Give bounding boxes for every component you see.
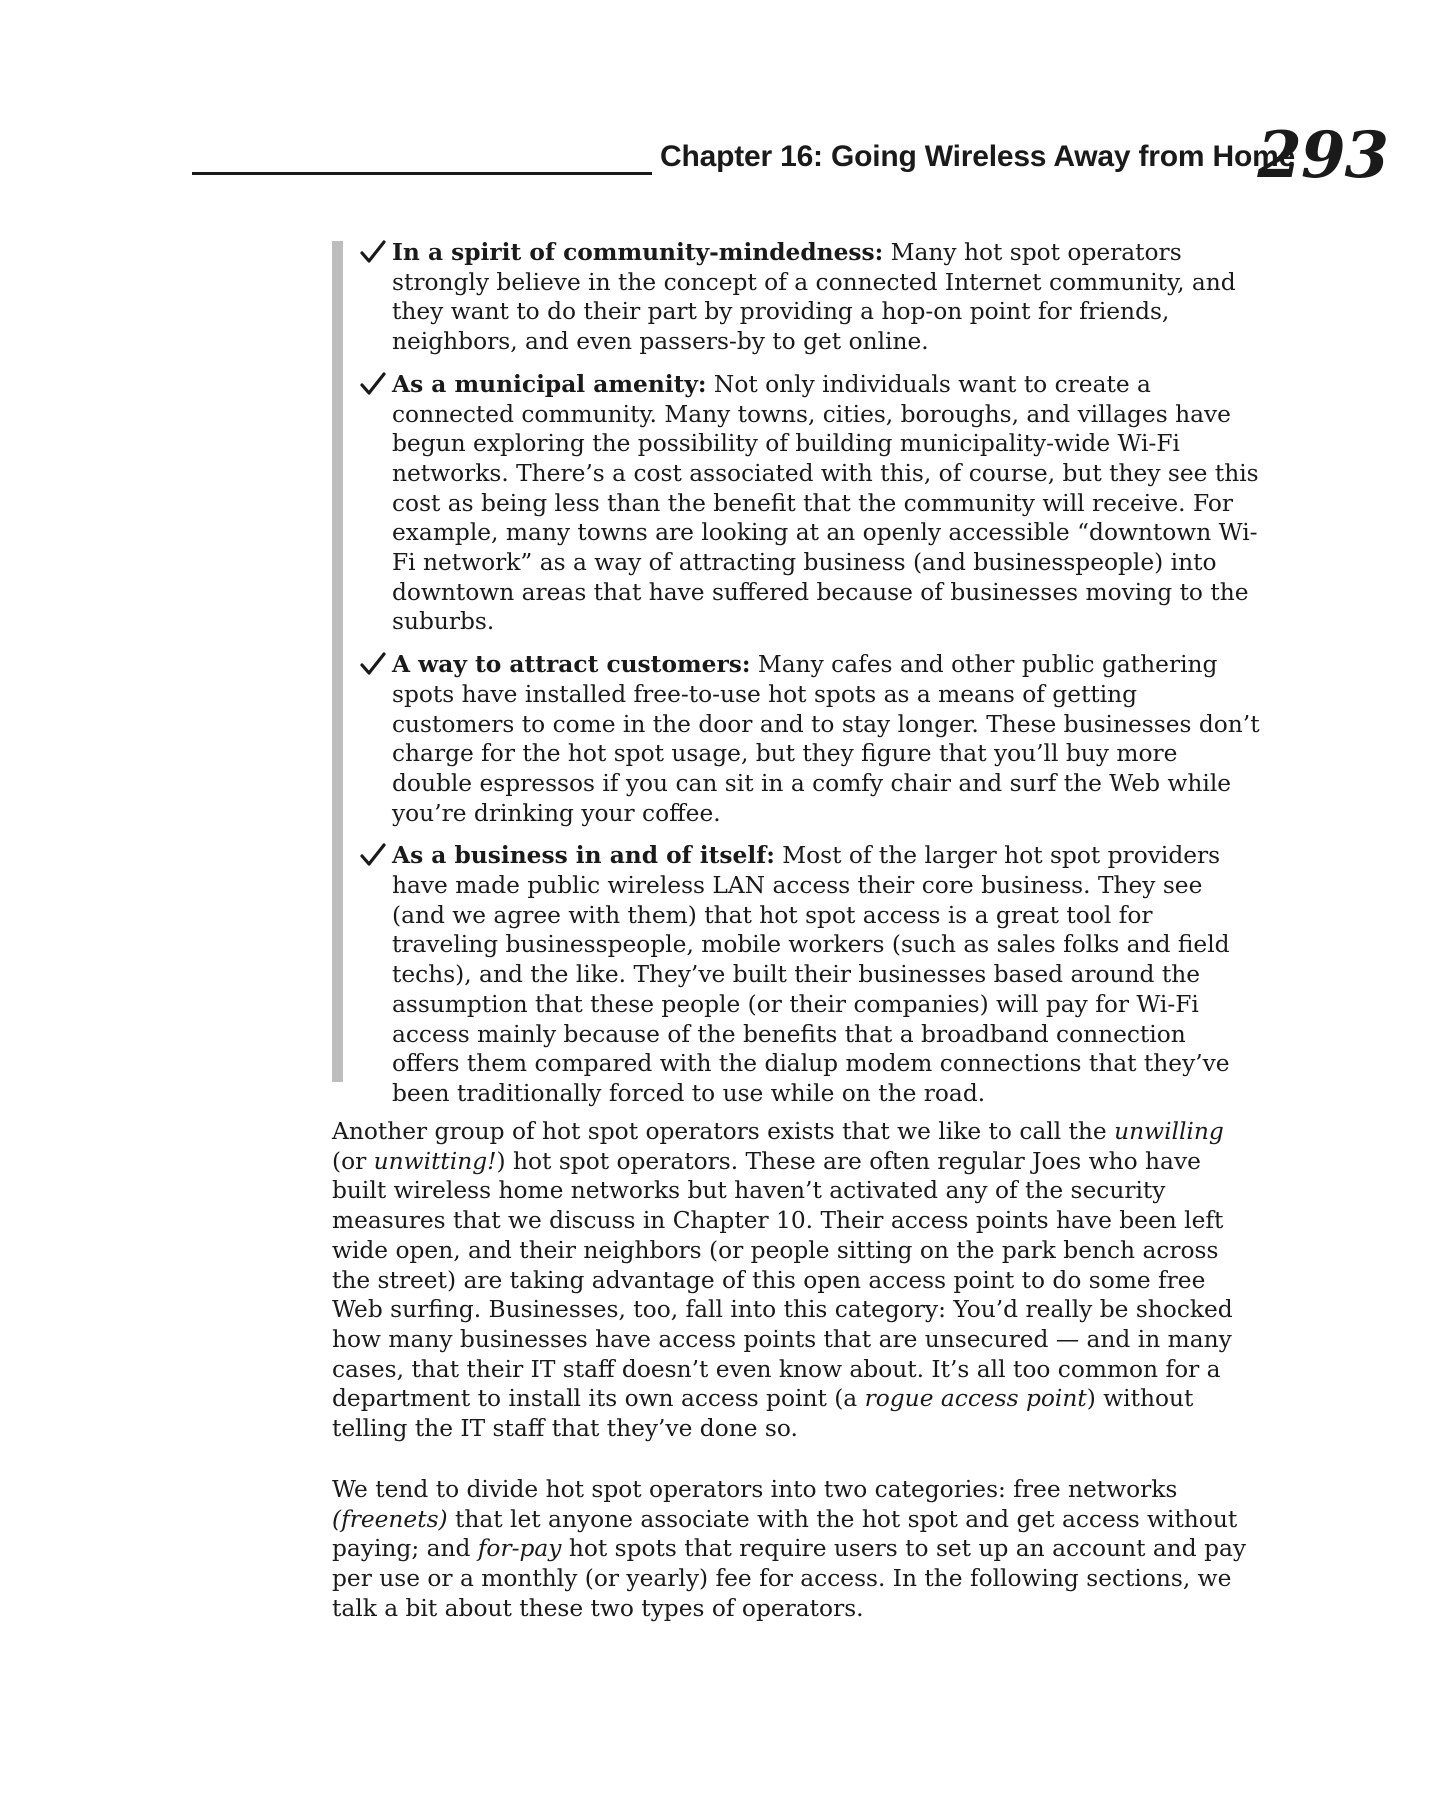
checkmark-icon (360, 370, 386, 396)
list-item (360, 238, 1260, 357)
list-item (360, 370, 1260, 637)
italic-term: rogue access point (864, 1385, 1087, 1413)
bullet-lead: As a municipal amenity: (392, 370, 707, 398)
italic-term: (freenets) (332, 1505, 448, 1533)
checkmark-icon (360, 841, 386, 867)
bullet-text: Most of the larger hot spot providers have made public wireless LAN access their core business. They see (and we agree with them) that hot spot access is a great tool for traveling businesspeople, mobile workers (such as sales folks and field techs), and the like. They’ve built their businesses based around the assumption that these people (or their companies) will pay for Wi-Fi access mainly because of the benefits that a broadband connection offers them compared with the dialup modem connections that they’ve been traditionally forced to use while on the road. (392, 842, 1230, 1107)
text-run: ) without telling the IT staff that they’ve done so. (332, 1385, 1194, 1443)
italic-term: unwilling (1114, 1118, 1224, 1145)
bullet-lead: In a spirit of community-mindedness: (392, 239, 884, 266)
text-run: that let anyone associate with the hot spot and get access without paying; and (332, 1505, 1238, 1563)
body-paragraph-operator-categories (332, 1475, 1262, 1624)
italic-term: for-pay (477, 1535, 562, 1563)
list-sidebar-bar (332, 241, 343, 1082)
bullet-text: Many hot spot operators strongly believe in the concept of a connected Internet community, and they want to do their part by providing a hop-on point for friends, neighbors, and even passers-by to get online. (392, 239, 1236, 356)
page-number: 293 (1257, 118, 1388, 193)
checkmark-icon (360, 238, 386, 264)
chapter-title: Chapter 16: Going Wireless Away from Home (660, 140, 1296, 173)
bullet-lead: A way to attract customers: (392, 651, 751, 679)
bullet-list (360, 238, 1260, 1122)
checkmark-icon (360, 650, 386, 676)
header-rule (192, 172, 652, 175)
body-paragraph-unwilling-operators (332, 1117, 1262, 1444)
text-run: (or (332, 1147, 374, 1175)
text-run: hot spots that require users to set up an account and pay per use or a monthly (or yearly) fee for access. In the following sections, we talk a bit about these two types of operators. (332, 1535, 1247, 1622)
italic-term: unwitting! (373, 1147, 497, 1175)
text-run: Another group of hot spot operators exists that we like to call the (332, 1118, 1115, 1145)
list-item (360, 650, 1260, 828)
text-run: We tend to divide hot spot operators into two categories: free networks (332, 1476, 1178, 1503)
text-run: ) hot spot operators. These are often regular Joes who have built wireless home networks but haven’t activated any of the security measures that we discuss in Chapter 10. Their access points have been left wide open, and their neighbors (or people sitting on the park bench across the street) are taking advantage of this open access point to do some free Web surfing. Businesses, too, fall into this category: You’d really be shocked how many businesses have access points that are unsecured — and in many cases, that their IT staff doesn’t even know about. It’s all too common for a department to install its own access point (a (332, 1147, 1233, 1413)
bullet-text: Not only individuals want to create a connected community. Many towns, cities, boroughs, and villages have begun exploring the possibility of building municipality-wide Wi-Fi networks. There’s a cost associated with this, of course, but they see this cost as being less than the benefit that the community will receive. For example, many towns are looking at an openly accessible “downtown Wi-Fi network” as a way of attracting business (and businesspeople) into downtown areas that have suffered because of businesses moving to the suburbs. (392, 370, 1259, 636)
list-item (360, 841, 1260, 1108)
bullet-lead: As a business in and of itself: (392, 842, 775, 870)
bullet-text: Many cafes and other public gathering spots have installed free-to-use hot spots as a means of getting customers to come in the door and to stay longer. These businesses don’t charge for the hot spot usage, but they figure that you’ll buy more double espressos if you can sit in a comfy chair and surf the Web while you’re drinking your coffee. (392, 651, 1260, 827)
